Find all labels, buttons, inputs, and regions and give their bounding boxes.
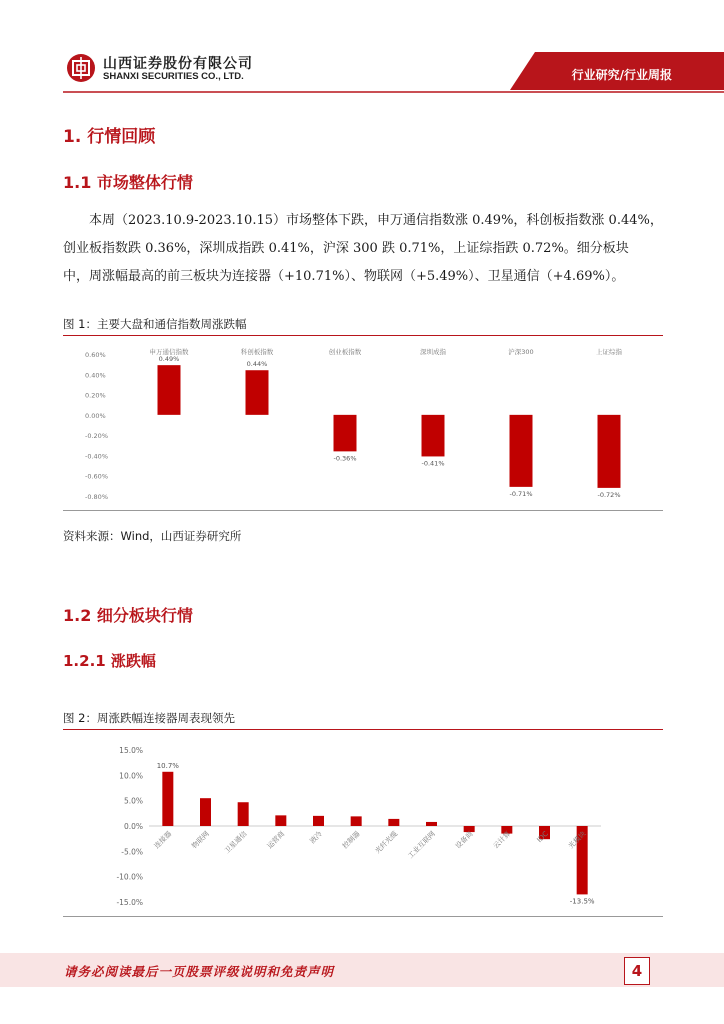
y-tick-label: -0.20% (85, 432, 108, 441)
figure-1-title: 图 1：主要大盘和通信指数周涨跌幅 (63, 317, 247, 331)
y-tick-label: 0.60% (85, 351, 106, 359)
company-name-cn: 山西证券股份有限公司 (103, 56, 253, 72)
bar (200, 798, 211, 826)
bar (334, 415, 357, 452)
sector-weekly-change-chart (63, 732, 663, 912)
bar (422, 415, 445, 457)
page-number: 4 (624, 957, 650, 985)
section-heading-1-1: 1.1 市场整体行情 (63, 173, 193, 192)
index-weekly-change-chart (63, 338, 663, 508)
category-label: 沪深300 (508, 348, 534, 356)
y-tick-label: 0.20% (85, 391, 106, 400)
section-heading-1: 1. 行情回顾 (63, 127, 156, 147)
data-label: 0.49% (158, 355, 180, 364)
bar (158, 365, 181, 415)
data-label: -0.71% (509, 489, 533, 498)
company-name-en: SHANXI SECURITIES CO., LTD. (103, 71, 244, 82)
category-label: 上证综指 (596, 348, 622, 356)
data-label: 0.44% (246, 360, 268, 369)
y-tick-label: 5.0% (123, 796, 143, 806)
bar (388, 819, 399, 826)
category-label: 物联网 (190, 829, 211, 851)
category-label: 光模块 (567, 829, 588, 851)
y-tick-label: -15.0% (116, 898, 143, 907)
category-label: 卫星通信 (223, 829, 249, 856)
category-label: 光纤光缆 (373, 829, 400, 856)
category-label: 液冷 (308, 829, 324, 846)
y-tick-label: -5.0% (121, 847, 143, 857)
paragraph-line: 创业板指数跌 0.36%，深圳成指跌 0.41%，沪深 300 跌 0.71%，上证综指跌 0.72%。细分板块 (63, 241, 629, 256)
category-label: 运营商 (265, 829, 287, 851)
y-tick-label: 0.00% (85, 411, 106, 420)
report-type: 行业研究/行业周报 (571, 68, 672, 82)
data-label: -13.5% (569, 897, 595, 906)
figure-1-top-rule (63, 335, 663, 336)
figure-2-top-rule (63, 729, 663, 730)
y-tick-label: -10.0% (116, 872, 143, 882)
figure-1-bottom-rule (63, 510, 663, 511)
data-label: 10.7% (156, 761, 179, 770)
bar (351, 816, 362, 826)
category-label: 连接器 (152, 829, 174, 851)
figure-1-source: 资料来源：Wind，山西证券研究所 (63, 529, 242, 543)
bar (238, 802, 249, 826)
bar (313, 816, 324, 826)
category-label: 设备商 (454, 829, 475, 851)
category-label: 申万通信指数 (149, 348, 189, 356)
y-tick-label: 10.0% (119, 771, 143, 781)
category-label: 云计算 (491, 829, 513, 851)
data-label: -0.41% (421, 459, 445, 468)
data-label: -0.72% (597, 490, 621, 499)
y-tick-label: 0.0% (123, 822, 143, 831)
category-label: 科创板指数 (240, 348, 274, 356)
header-banner (0, 0, 724, 100)
category-label: 控制器 (341, 829, 362, 851)
y-tick-label: 0.40% (85, 371, 106, 380)
bar (510, 415, 533, 487)
bar (426, 822, 437, 826)
category-label: IDC (535, 829, 550, 845)
market-summary-paragraph (63, 207, 663, 291)
bar (598, 415, 621, 488)
y-tick-label: -0.40% (85, 452, 108, 461)
page-header (0, 0, 724, 100)
y-tick-label: -0.80% (85, 493, 108, 501)
y-tick-label: 15.0% (119, 746, 143, 755)
data-label: -0.36% (333, 454, 357, 463)
footer-disclaimer: 请务必阅读最后一页股票评级说明和免责声明 (64, 964, 335, 979)
figure-2-title: 图 2：周涨跌幅连接器周表现领先 (63, 711, 235, 725)
category-label: 深圳成指 (420, 348, 446, 356)
section-heading-1-2: 1.2 细分板块行情 (63, 606, 193, 625)
bar (275, 815, 286, 826)
y-tick-label: -0.60% (85, 472, 108, 481)
category-label: 工业互联网 (406, 829, 437, 861)
company-logo-icon (66, 53, 96, 83)
bar (162, 772, 173, 826)
bar (246, 370, 269, 415)
paragraph-line: 本周（2023.10.9-2023.10.15）市场整体下跌，申万通信指数涨 0.49%，科创板指数涨 0.44%， (89, 213, 663, 228)
section-heading-1-2-1: 1.2.1 涨跌幅 (63, 652, 156, 670)
paragraph-line: 中，周涨幅最高的前三板块为连接器（+10.71%）、物联网（+5.49%）、卫星通信（+4.69%）。 (63, 269, 625, 284)
figure-2-bottom-rule (63, 916, 663, 917)
category-label: 创业板指数 (328, 348, 362, 356)
